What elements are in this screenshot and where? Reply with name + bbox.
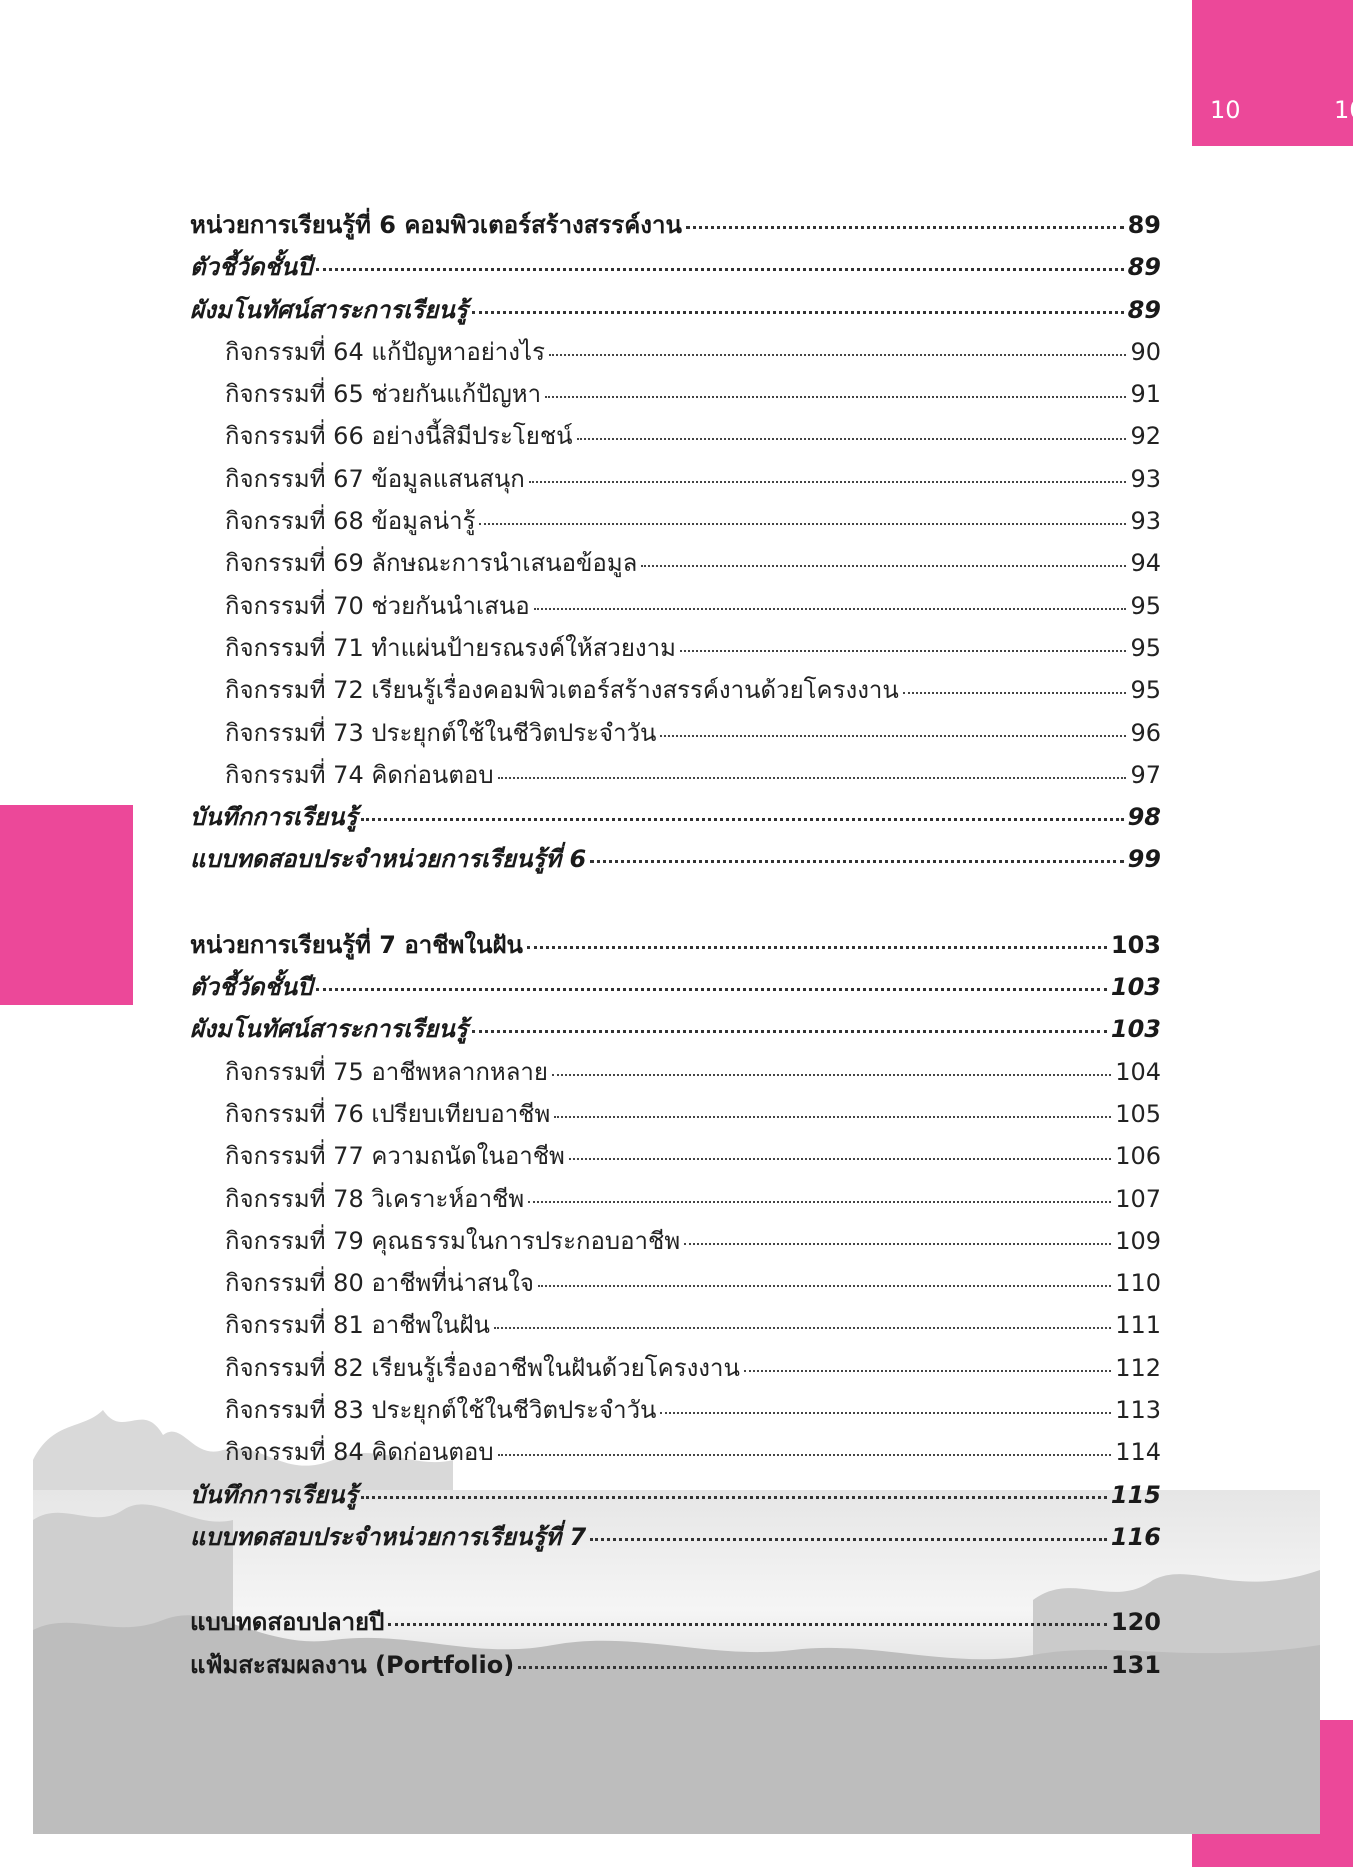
unit-6-section bbox=[190, 204, 1161, 881]
dot-leader bbox=[641, 565, 1126, 567]
dot-leader bbox=[528, 1201, 1111, 1203]
dot-leader bbox=[529, 481, 1127, 483]
entry-page: 95 bbox=[1130, 676, 1161, 705]
dot-leader bbox=[903, 692, 1127, 694]
toc-entry-unit-6-title[interactable] bbox=[190, 204, 1161, 246]
toc-entry-concept-map[interactable] bbox=[190, 289, 1161, 331]
entry-title: กิจกรรมที่ 83 ประยุกต์ใช้ในชีวิตประจำวัน bbox=[225, 1396, 657, 1425]
dot-leader bbox=[538, 1285, 1111, 1287]
toc-entry-indicators[interactable] bbox=[190, 966, 1161, 1008]
entry-title: กิจกรรมที่ 69 ลักษณะการนำเสนอข้อมูล bbox=[225, 549, 638, 578]
toc-entry-activity[interactable] bbox=[190, 627, 1161, 669]
entry-page: 105 bbox=[1115, 1099, 1161, 1128]
entry-title: กิจกรรมที่ 84 คิดก่อนตอบ bbox=[225, 1438, 494, 1467]
dot-leader bbox=[684, 1243, 1111, 1245]
entry-page: 131 bbox=[1110, 1650, 1161, 1679]
entry-page: 91 bbox=[1130, 380, 1161, 409]
entry-title: แบบทดสอบประจำหน่วยการเรียนรู้ที่ 6 bbox=[190, 845, 587, 874]
entry-page: 109 bbox=[1115, 1226, 1161, 1255]
entry-page: 103 bbox=[1110, 930, 1161, 959]
entry-page: 90 bbox=[1130, 337, 1161, 366]
toc-entry-unit-7-title[interactable] bbox=[190, 924, 1161, 966]
entry-page: 89 bbox=[1127, 211, 1161, 239]
entry-page: 115 bbox=[1110, 1480, 1161, 1509]
entry-page: 95 bbox=[1130, 633, 1161, 662]
dot-leader bbox=[498, 777, 1127, 779]
entry-page: 103 bbox=[1110, 1015, 1161, 1044]
entry-title: กิจกรรมที่ 80 อาชีพที่น่าสนใจ bbox=[225, 1269, 534, 1298]
toc-entry-activity[interactable] bbox=[190, 1262, 1161, 1304]
entry-page: 112 bbox=[1115, 1353, 1161, 1382]
dot-leader bbox=[316, 988, 1107, 991]
dot-leader bbox=[680, 650, 1127, 652]
toc-entry-activity[interactable] bbox=[190, 585, 1161, 627]
entry-title: กิจกรรมที่ 67 ข้อมูลแสนสนุก bbox=[225, 464, 525, 493]
entry-page: 107 bbox=[1115, 1184, 1161, 1213]
entry-title: กิจกรรมที่ 82 เรียนรู้เรื่องอาชีพในฝันด้วยโครงงาน bbox=[225, 1353, 740, 1382]
final-section bbox=[190, 1601, 1161, 1686]
page-number: 10 bbox=[1210, 96, 1241, 124]
dot-leader bbox=[361, 1496, 1107, 1499]
entry-title: กิจกรรมที่ 64 แก้ปัญหาอย่างไร bbox=[225, 337, 545, 366]
entry-title: กิจกรรมที่ 75 อาชีพหลากหลาย bbox=[225, 1057, 548, 1086]
entry-page: 93 bbox=[1130, 507, 1161, 536]
dot-leader bbox=[660, 1412, 1111, 1414]
entry-title: กิจกรรมที่ 73 ประยุกต์ใช้ในชีวิตประจำวัน bbox=[225, 718, 657, 747]
entry-title: บันทึกการเรียนรู้ bbox=[190, 803, 358, 832]
entry-title: ตัวชี้วัดชั้นปี bbox=[190, 973, 313, 1002]
entry-title: กิจกรรมที่ 76 เปรียบเทียบอาชีพ bbox=[225, 1099, 551, 1128]
page-corner-tab-top bbox=[1192, 0, 1353, 146]
entry-page: 120 bbox=[1110, 1608, 1161, 1637]
entry-page: 89 bbox=[1127, 295, 1161, 324]
section-gap bbox=[190, 881, 1161, 924]
toc-entry-activity[interactable] bbox=[190, 1051, 1161, 1093]
dot-leader bbox=[316, 268, 1123, 271]
entry-page: 95 bbox=[1130, 591, 1161, 620]
entry-page: 114 bbox=[1115, 1438, 1161, 1467]
entry-title: ผังมโนทัศน์สาระการเรียนรู้ bbox=[190, 1015, 468, 1044]
table-of-contents bbox=[190, 204, 1161, 1686]
entry-page: 106 bbox=[1115, 1142, 1161, 1171]
entry-title: แบบทดสอบประจำหน่วยการเรียนรู้ที่ 7 bbox=[190, 1522, 587, 1551]
dot-leader bbox=[518, 1666, 1107, 1669]
entry-title: กิจกรรมที่ 74 คิดก่อนตอบ bbox=[225, 760, 494, 789]
toc-entry-activity[interactable] bbox=[190, 415, 1161, 457]
toc-entry-unit-test[interactable] bbox=[190, 838, 1161, 880]
entry-page: 116 bbox=[1110, 1522, 1161, 1551]
toc-entry-indicators[interactable] bbox=[190, 246, 1161, 288]
dot-leader bbox=[552, 1074, 1111, 1076]
dot-leader bbox=[361, 818, 1123, 821]
entry-page: 94 bbox=[1130, 549, 1161, 578]
entry-title: กิจกรรมที่ 71 ทำแผ่นป้ายรณรงค์ให้สวยงาม bbox=[225, 633, 676, 662]
entry-title: กิจกรรมที่ 81 อาชีพในฝัน bbox=[225, 1311, 490, 1340]
entry-title: กิจกรรมที่ 72 เรียนรู้เรื่องคอมพิวเตอร์สร้างสรรค์งานด้วยโครงงาน bbox=[225, 676, 899, 705]
dot-leader bbox=[590, 1538, 1107, 1541]
dot-leader bbox=[554, 1116, 1111, 1118]
entry-title: ตัวชี้วัดชั้นปี bbox=[190, 253, 313, 282]
toc-entry-learning-notes[interactable] bbox=[190, 1474, 1161, 1516]
dot-leader bbox=[498, 1454, 1112, 1456]
entry-page: 96 bbox=[1130, 718, 1161, 747]
dot-leader bbox=[534, 608, 1127, 610]
toc-entry-activity[interactable] bbox=[190, 669, 1161, 711]
toc-entry-activity[interactable] bbox=[190, 1093, 1161, 1135]
dot-leader bbox=[590, 860, 1123, 863]
entry-page: 93 bbox=[1130, 464, 1161, 493]
toc-entry-concept-map[interactable] bbox=[190, 1008, 1161, 1050]
toc-entry-activity[interactable] bbox=[190, 331, 1161, 373]
toc-entry-activity[interactable] bbox=[190, 1347, 1161, 1389]
toc-entry-portfolio[interactable] bbox=[190, 1644, 1161, 1686]
entry-page: 98 bbox=[1127, 803, 1161, 832]
dot-leader bbox=[527, 946, 1107, 949]
toc-entry-learning-notes[interactable] bbox=[190, 796, 1161, 838]
entry-page: 104 bbox=[1115, 1057, 1161, 1086]
toc-entry-activity[interactable] bbox=[190, 1389, 1161, 1431]
entry-title: กิจกรรมที่ 65 ช่วยกันแก้ปัญหา bbox=[225, 380, 542, 409]
entry-page: 92 bbox=[1130, 422, 1161, 451]
dot-leader bbox=[569, 1158, 1111, 1160]
side-tab-left bbox=[0, 805, 133, 1005]
entry-title: กิจกรรมที่ 66 อย่างนี้สิมีประโยชน์ bbox=[225, 422, 573, 451]
entry-title: หน่วยการเรียนรู้ที่ 6 คอมพิวเตอร์สร้างสรรค์งาน bbox=[190, 211, 682, 239]
toc-entry-activity[interactable] bbox=[190, 1220, 1161, 1262]
toc-entry-activity[interactable] bbox=[190, 373, 1161, 415]
toc-entry-final-test[interactable] bbox=[190, 1601, 1161, 1643]
dot-leader bbox=[744, 1370, 1111, 1372]
dot-leader bbox=[577, 438, 1127, 440]
entry-page: 111 bbox=[1115, 1311, 1161, 1340]
dot-leader bbox=[494, 1327, 1111, 1329]
entry-title: แฟ้มสะสมผลงาน (Portfolio) bbox=[190, 1650, 515, 1679]
page-number-partial: 10 bbox=[1334, 96, 1365, 124]
unit-7-section bbox=[190, 924, 1161, 1558]
entry-title: แบบทดสอบปลายปี bbox=[190, 1608, 385, 1637]
entry-title: บันทึกการเรียนรู้ bbox=[190, 1480, 358, 1509]
toc-entry-activity[interactable] bbox=[190, 1431, 1161, 1473]
dot-leader bbox=[472, 311, 1124, 314]
dot-leader bbox=[388, 1623, 1107, 1626]
toc-entry-activity[interactable] bbox=[190, 712, 1161, 754]
entry-page: 113 bbox=[1115, 1396, 1161, 1425]
entry-page: 110 bbox=[1115, 1269, 1161, 1298]
entry-title: กิจกรรมที่ 77 ความถนัดในอาชีพ bbox=[225, 1142, 565, 1171]
entry-page: 103 bbox=[1110, 973, 1161, 1002]
entry-page: 89 bbox=[1127, 253, 1161, 282]
dot-leader bbox=[686, 226, 1124, 229]
dot-leader bbox=[660, 735, 1126, 737]
section-gap bbox=[190, 1558, 1161, 1601]
toc-entry-activity[interactable] bbox=[190, 542, 1161, 584]
toc-entry-activity[interactable] bbox=[190, 1135, 1161, 1177]
dot-leader bbox=[545, 396, 1126, 398]
dot-leader bbox=[549, 354, 1126, 356]
entry-page: 99 bbox=[1127, 845, 1161, 874]
dot-leader bbox=[472, 1030, 1107, 1033]
dot-leader bbox=[479, 523, 1126, 525]
toc-entry-activity[interactable] bbox=[190, 1304, 1161, 1346]
entry-title: กิจกรรมที่ 68 ข้อมูลน่ารู้ bbox=[225, 507, 476, 536]
toc-entry-activity[interactable] bbox=[190, 1178, 1161, 1220]
toc-entry-unit-test[interactable] bbox=[190, 1516, 1161, 1558]
entry-title: กิจกรรมที่ 78 วิเคราะห์อาชีพ bbox=[225, 1184, 525, 1213]
entry-page: 97 bbox=[1130, 760, 1161, 789]
toc-entry-activity[interactable] bbox=[190, 754, 1161, 796]
entry-title: ผังมโนทัศน์สาระการเรียนรู้ bbox=[190, 295, 468, 324]
toc-entry-activity[interactable] bbox=[190, 500, 1161, 542]
toc-entry-activity[interactable] bbox=[190, 458, 1161, 500]
entry-title: กิจกรรมที่ 70 ช่วยกันนำเสนอ bbox=[225, 591, 530, 620]
entry-title: หน่วยการเรียนรู้ที่ 7 อาชีพในฝัน bbox=[190, 930, 523, 959]
entry-title: กิจกรรมที่ 79 คุณธรรมในการประกอบอาชีพ bbox=[225, 1226, 681, 1255]
